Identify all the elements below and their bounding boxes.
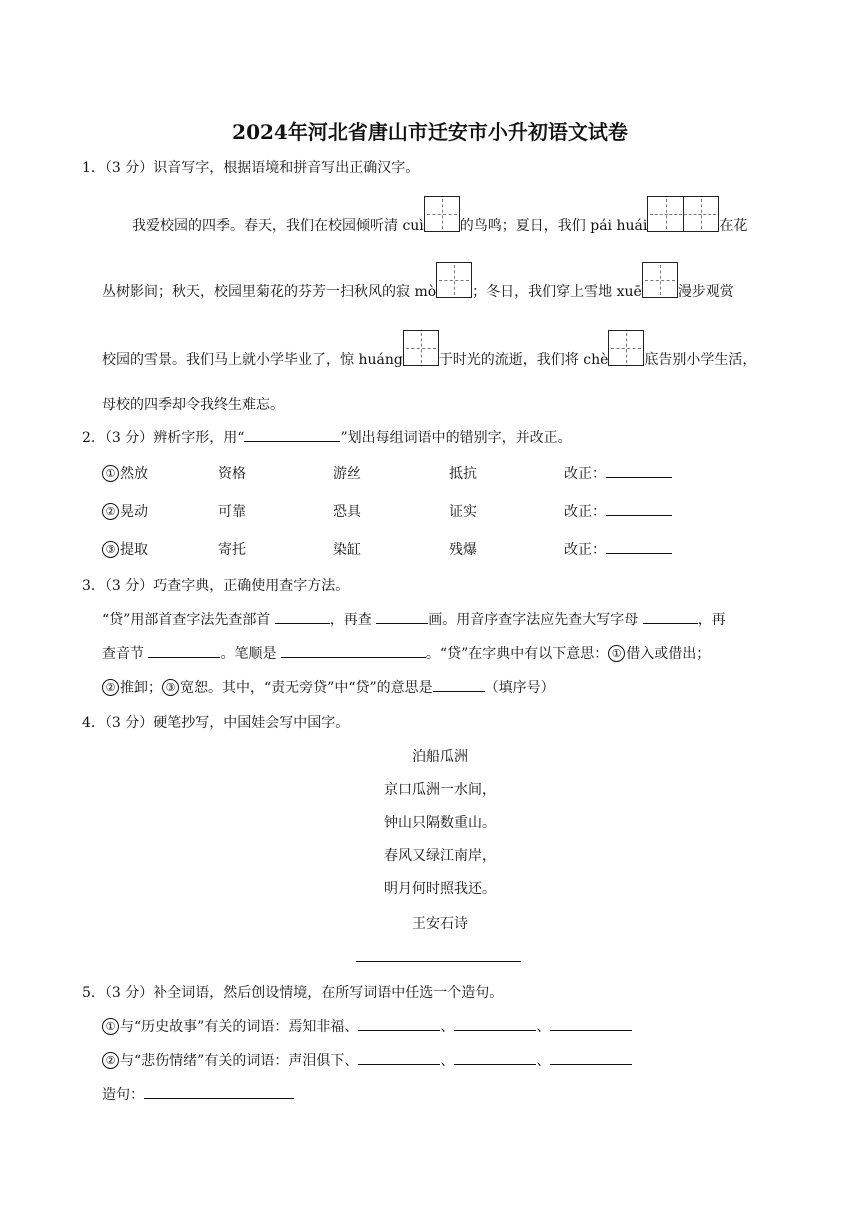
radical-input[interactable] bbox=[275, 609, 330, 624]
q3-text: 宽恕。其中，“责无旁贷”中“贷”的意思是 bbox=[180, 680, 433, 696]
word: 晃动 bbox=[120, 504, 148, 520]
idiom-input[interactable] bbox=[454, 1016, 536, 1031]
q3-text: ，再查 bbox=[329, 612, 372, 628]
meaning-input[interactable] bbox=[433, 677, 485, 692]
q2-stem: （3 分）辨析字形，用“ bbox=[104, 430, 245, 446]
circled-number: ③ bbox=[162, 679, 179, 696]
idiom-input[interactable] bbox=[550, 1050, 632, 1065]
q2-word: 恐具 bbox=[333, 504, 361, 520]
q3-text: “贷”用部首查字法先查部首 bbox=[102, 612, 271, 628]
q2-word: 可靠 bbox=[218, 504, 246, 520]
word: 然放 bbox=[120, 466, 148, 482]
poem-line: 钟山只隔数重山。 bbox=[384, 815, 496, 831]
capital-letter-input[interactable] bbox=[643, 609, 698, 624]
q1-text: ；冬日，我们穿上雪地 xuē bbox=[472, 284, 642, 300]
q2-word: 资格 bbox=[218, 466, 246, 482]
copy-answer-line[interactable] bbox=[356, 961, 521, 962]
syllable-input[interactable] bbox=[148, 643, 220, 658]
q5-stem: （3 分）补全词语，然后创设情境，在所写词语中任选一个造句。 bbox=[104, 985, 504, 1001]
poem-line: 明月何时照我还。 bbox=[384, 881, 496, 897]
q2-stem: ”划出每组词语中的错别字，并改正。 bbox=[340, 430, 572, 446]
q3-line2 bbox=[102, 643, 710, 663]
circled-number: ① bbox=[102, 465, 119, 482]
q2-number: 2． bbox=[82, 430, 105, 446]
q1-text: 丛树影间；秋天，校园里菊花的芬芳一扫秋风的寂 mò bbox=[102, 284, 437, 300]
q2-word: 寄托 bbox=[218, 542, 246, 558]
q4-number: 4． bbox=[82, 715, 105, 731]
fix-input[interactable] bbox=[606, 501, 672, 516]
q2-fix bbox=[564, 463, 672, 483]
q1-line2 bbox=[102, 262, 734, 301]
q1-header bbox=[82, 157, 419, 177]
writing-grid[interactable] bbox=[436, 262, 472, 298]
circled-number: ① bbox=[608, 645, 625, 662]
q4-header bbox=[82, 712, 349, 732]
q1-text: 我爱校园的四季。春天，我们在校园倾听清 cuì bbox=[132, 218, 424, 234]
q1-number: 1． bbox=[82, 160, 105, 176]
q3-text: 。“贷”在字典中有以下意思： bbox=[425, 646, 609, 662]
separator: 、 bbox=[440, 1053, 455, 1069]
q2-fix bbox=[564, 539, 672, 559]
q1-line1 bbox=[132, 196, 747, 235]
separator: 、 bbox=[536, 1019, 551, 1035]
idiom-input[interactable] bbox=[358, 1050, 440, 1065]
circled-number: ③ bbox=[102, 541, 119, 558]
q5-sentence bbox=[102, 1084, 294, 1104]
fix-input[interactable] bbox=[606, 539, 672, 554]
q2-word: 残爆 bbox=[449, 542, 477, 558]
idiom-input[interactable] bbox=[454, 1050, 536, 1065]
q1-text: 在花 bbox=[719, 218, 748, 234]
q5-text: 与“悲伤情绪”有关的词语：声泪俱下、 bbox=[120, 1053, 359, 1069]
stroke-count-input[interactable] bbox=[376, 609, 428, 624]
poem-line: 京口瓜洲一水间， bbox=[384, 782, 496, 798]
underline-sample bbox=[244, 427, 340, 442]
q2-word bbox=[102, 539, 148, 559]
circled-number: ② bbox=[102, 679, 119, 696]
fix-input[interactable] bbox=[606, 463, 672, 478]
q1-text: 的鸟鸣；夏日，我们 pái huái bbox=[459, 218, 648, 234]
idiom-input[interactable] bbox=[550, 1016, 632, 1031]
sentence-label: 造句： bbox=[102, 1087, 144, 1103]
exam-title: 2024年河北省唐山市迁安市小升初语文试卷 bbox=[232, 120, 628, 144]
q1-stem: （3 分）识音写字，根据语境和拼音写出正确汉字。 bbox=[104, 160, 420, 176]
q3-text: 画。用音序查字法应先查大写字母 bbox=[428, 612, 639, 628]
writing-grid[interactable] bbox=[642, 262, 678, 298]
q3-text: 。笔顺是 bbox=[220, 646, 277, 662]
writing-grid-double[interactable] bbox=[647, 196, 719, 232]
q2-header bbox=[82, 427, 572, 447]
q5-number: 5． bbox=[82, 985, 105, 1001]
q2-fix bbox=[564, 501, 672, 521]
poem-author: 王安石诗 bbox=[412, 916, 468, 932]
poem-title: 泊船瓜洲 bbox=[412, 749, 468, 765]
q1-text: 校园的雪景。我们马上就小学毕业了，惊 huáng bbox=[102, 352, 403, 368]
q5-header bbox=[82, 982, 503, 1002]
q5-text: 与“历史故事”有关的词语：焉知非福、 bbox=[120, 1019, 359, 1035]
q2-word: 染缸 bbox=[333, 542, 361, 558]
q2-word bbox=[102, 501, 148, 521]
q3-text: ，再 bbox=[697, 612, 726, 628]
q2-word: 证实 bbox=[449, 504, 477, 520]
q3-number: 3． bbox=[82, 578, 105, 594]
q4-stem: （3 分）硬笔抄写，中国娃会写中国字。 bbox=[104, 715, 350, 731]
fix-label: 改正： bbox=[564, 504, 606, 520]
q3-text: 查音节 bbox=[102, 646, 144, 662]
q3-line3 bbox=[102, 677, 555, 697]
separator: 、 bbox=[536, 1053, 551, 1069]
poem-line: 春风又绿江南岸， bbox=[384, 848, 496, 864]
q3-text: 推卸； bbox=[120, 680, 162, 696]
word: 提取 bbox=[120, 542, 148, 558]
fix-label: 改正： bbox=[564, 542, 606, 558]
q3-stem: （3 分）巧查字典，正确使用查字方法。 bbox=[104, 578, 350, 594]
q1-text: 漫步观赏 bbox=[677, 284, 734, 300]
writing-grid[interactable] bbox=[608, 330, 644, 366]
writing-grid[interactable] bbox=[424, 196, 460, 232]
q1-text: 底告别小学生活， bbox=[644, 352, 757, 368]
q5-row-1 bbox=[102, 1016, 632, 1036]
sentence-input[interactable] bbox=[144, 1084, 294, 1099]
idiom-input[interactable] bbox=[358, 1016, 440, 1031]
circled-number: ② bbox=[102, 503, 119, 520]
stroke-order-input[interactable] bbox=[281, 643, 426, 658]
writing-grid[interactable] bbox=[403, 330, 439, 366]
q1-line4: 母校的四季却令我终生难忘。 bbox=[102, 397, 284, 413]
q2-word: 抵抗 bbox=[449, 466, 477, 482]
q3-text: （填序号） bbox=[484, 680, 555, 696]
q2-word bbox=[102, 463, 148, 483]
q2-word: 游丝 bbox=[333, 466, 361, 482]
circled-number: ② bbox=[102, 1052, 119, 1069]
fix-label: 改正： bbox=[564, 466, 606, 482]
q1-line3 bbox=[102, 330, 756, 369]
separator: 、 bbox=[440, 1019, 455, 1035]
q1-text: 于时光的流逝，我们将 chè bbox=[438, 352, 609, 368]
q3-text: 借入或借出； bbox=[626, 646, 711, 662]
q3-line1 bbox=[102, 609, 726, 629]
circled-number: ① bbox=[102, 1018, 119, 1035]
q5-row-2 bbox=[102, 1050, 632, 1070]
q3-header bbox=[82, 575, 349, 595]
